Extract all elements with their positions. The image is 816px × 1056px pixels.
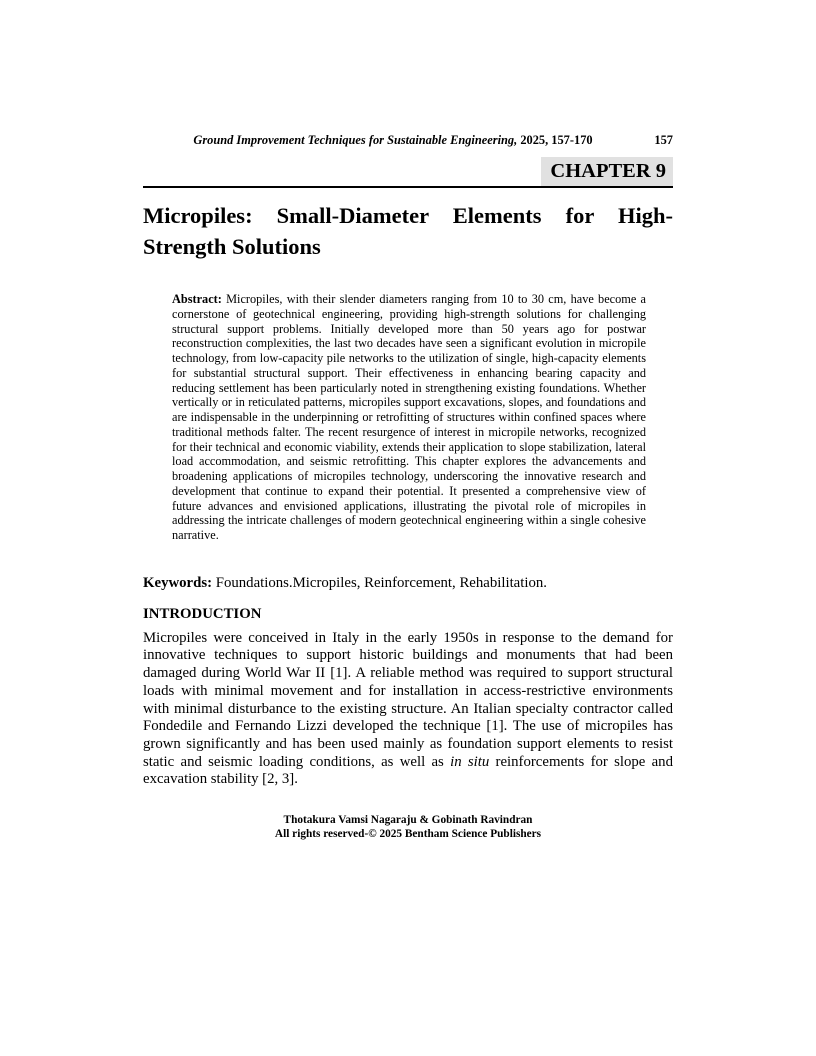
journal-citation-rest: 2025, 157-170 [517,133,593,147]
abstract-text: Micropiles, with their slender diameters ranging from 10 to 30 cm, have become a cornerstone of geotechnical engineering, providing high-strength solutions for challenging structural support problems. Initially developed more than 50 years ago for postwar reconstruction complexities, the last two decades have seen a significant evolution in micropile technology, from low-capacity pile networks to the utilization of single, high-capacity elements for substantial structural support. Their effectiveness in enhancing bearing capacity and reducing settlement has been particularly noted in strengthening existing foundations. Whether vertically or in reticulated patterns, micropiles support excavations, slopes, and foundations and are indispensable in the underpinning or retrofitting of structures within confined spaces where traditional methods falter. The recent resurgence of interest in micropile networks, recognized for their technical and economic viability, extends their application to slope stabilization, lateral load accommodation, and seismic retrofitting. This chapter explores the advancements and broadening applications of micropiles technology, underscoring the innovative research and development that continue to expand their potential. It presented a comprehensive view of future advances and envisioned applications, illustrating the pivotal role of micropiles in addressing the intricate challenges of modern geotechnical engineering within a single cohesive narrative. [172,292,646,542]
page-title-line1: Micropiles: Small-Diameter Elements for High- [143,203,673,228]
keywords-label: Keywords: [143,574,213,591]
chapter-banner [143,157,673,186]
intro-paragraph [143,630,673,789]
intro-text-part1: Micropiles were conceived in Italy in the early 1950s in response to the demand for innovative techniques to support historic buildings and monuments that had been damaged during World War II [1]. A reliable method was required to support structural loads with minimal movement and for installation in access-restrictive environments with minimal disturbance to the existing structure. An Italian specialty contractor called Fondedile and Fernando Lizzi developed the technique [1]. The use of micropiles has grown significantly and has been used mainly as foundation support elements to resist static and seismic loading conditions, as well as [143,629,673,770]
chapter-label: CHAPTER 9 [541,157,673,186]
page-title [143,200,673,262]
page-number: 157 [654,133,673,147]
footer-copyright: All rights reserved-© 2025 Bentham Science Publishers [274,827,542,840]
journal-citation [143,133,643,148]
intro-text-part2: reinforcements for slope and excavation stability [2, 3]. [143,753,673,788]
footer-authors: Thotakura Vamsi Nagaraju & Gobinath Ravindran [283,814,533,827]
keywords-text: Foundations.Micropiles, Reinforcement, Rehabilitation. [212,574,547,591]
running-header [143,133,673,148]
journal-title: Ground Improvement Techniques for Sustainable Engineering, [193,133,518,147]
header-rule [143,186,673,188]
page-footer [143,814,673,842]
page-title-line2: Strength Solutions [143,234,321,259]
intro-italic-phrase: in situ [450,753,490,770]
text-block [143,0,673,842]
abstract-label: Abstract: [172,292,222,306]
keywords-line [143,574,673,592]
section-heading-introduction: INTRODUCTION [143,605,262,622]
abstract-paragraph [172,292,646,543]
